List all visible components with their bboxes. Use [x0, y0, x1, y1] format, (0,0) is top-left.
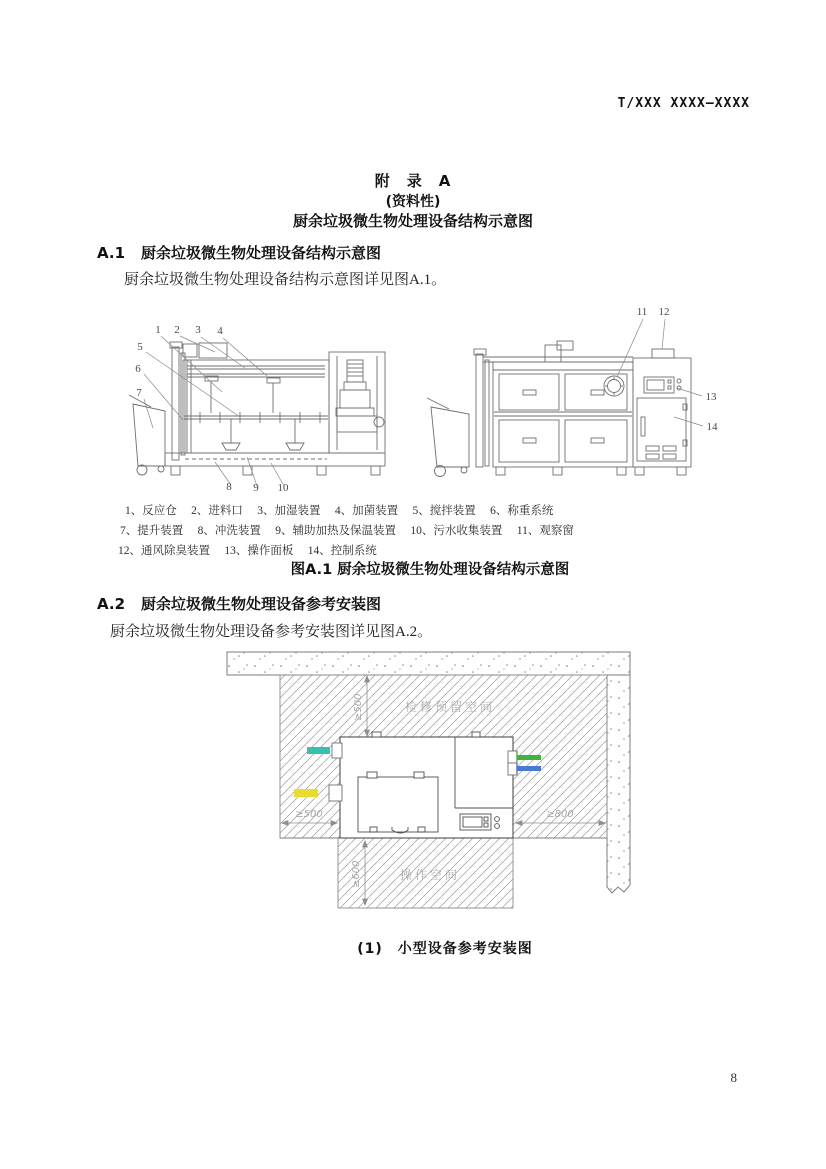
legend-item: 6、称重系统: [490, 505, 554, 517]
marker-blue-right: [517, 766, 541, 771]
page-number: 8: [730, 1070, 737, 1085]
callout-14: 14: [706, 421, 718, 433]
installed-equipment: [329, 732, 517, 838]
appendix-title: 附 录 A: [374, 172, 452, 190]
ceiling-concrete-band: [227, 652, 630, 675]
legend-item: 1、反应仓: [125, 505, 177, 517]
legend-item: 12、通风除臭装置: [118, 545, 210, 557]
section-a1-heading: [97, 242, 381, 263]
figure-a2-drawing: [225, 645, 635, 920]
legend-item: 5、搅拌装置: [412, 505, 476, 517]
callout-8: 8: [226, 481, 232, 493]
figure-a1-legend-line-1: [125, 502, 568, 518]
callout-5: 5: [137, 341, 143, 353]
doc-number: T/XXX XXXX—XXXX: [617, 96, 750, 111]
legend-item: 13、操作面板: [224, 545, 294, 557]
callout-13: 13: [705, 391, 717, 403]
callout-11: 11: [636, 306, 648, 318]
legend-item: 9、辅助加热及保温装置: [275, 525, 396, 537]
dim-right-label: ≥800: [546, 809, 574, 820]
legend-item: 10、污水收集装置: [410, 525, 503, 537]
callout-9: 9: [253, 482, 259, 494]
legend-item: 11、观察窗: [516, 525, 574, 537]
legend-item: 14、控制系统: [307, 545, 377, 557]
callout-7: 7: [136, 387, 142, 399]
right-wall-concrete-band: [607, 675, 630, 893]
figure-a1-legend-line-2: [120, 522, 588, 538]
marker-yellow-left: [294, 789, 318, 797]
figure-a1-drawing: [125, 300, 725, 500]
legend-item: 8、冲洗装置: [197, 525, 261, 537]
section-a2-paragraph: 厨余垃圾微生物处理设备参考安装图详见图A.2。: [110, 624, 433, 640]
section-a1-number: A.1: [97, 244, 126, 262]
callout-10: 10: [277, 482, 289, 494]
callout-6: 6: [135, 363, 141, 375]
callout-4: 4: [217, 325, 223, 337]
machine-exterior-view: [427, 341, 691, 477]
section-a2-heading: [97, 593, 381, 614]
legend-item: 3、加湿装置: [257, 505, 321, 517]
marker-green-right: [517, 755, 541, 760]
callout-leaders-right: [617, 319, 703, 426]
machine-cutaway-view: [129, 342, 385, 475]
figure-a1-caption: 图A.1 厨余垃圾微生物处理设备结构示意图: [290, 562, 570, 578]
section-a1-paragraph: 厨余垃圾微生物处理设备结构示意图详见图A.1。: [124, 272, 447, 288]
dim-left-label: ≥500: [295, 809, 323, 820]
section-a2-title: 厨余垃圾微生物处理设备参考安装图: [141, 595, 382, 613]
legend-item: 4、加菌装置: [334, 505, 399, 517]
figure-a2-caption: (1) 小型设备参考安装图: [357, 941, 533, 957]
dim-bottom-label: ≥600: [351, 860, 362, 888]
figure-a1-legend-line-3: [118, 542, 391, 558]
appendix-subtitle: 厨余垃圾微生物处理设备结构示意图: [292, 212, 533, 230]
callout-1: 1: [155, 324, 161, 336]
dim-top-label: ≥500: [353, 693, 364, 721]
legend-item: 7、提升装置: [120, 525, 184, 537]
section-a1-title: 厨余垃圾微生物处理设备结构示意图: [141, 244, 382, 262]
legend-item: 2、进料口: [191, 505, 243, 517]
maintenance-space-label: 检修预留空间: [404, 700, 496, 714]
section-a2-number: A.2: [97, 595, 126, 613]
callout-2: 2: [174, 324, 180, 336]
operation-space-label: 操作空间: [399, 868, 461, 882]
callout-3: 3: [195, 324, 201, 336]
marker-teal-left: [307, 747, 330, 754]
callout-12: 12: [658, 306, 670, 318]
appendix-type-note: (资料性): [385, 194, 441, 210]
